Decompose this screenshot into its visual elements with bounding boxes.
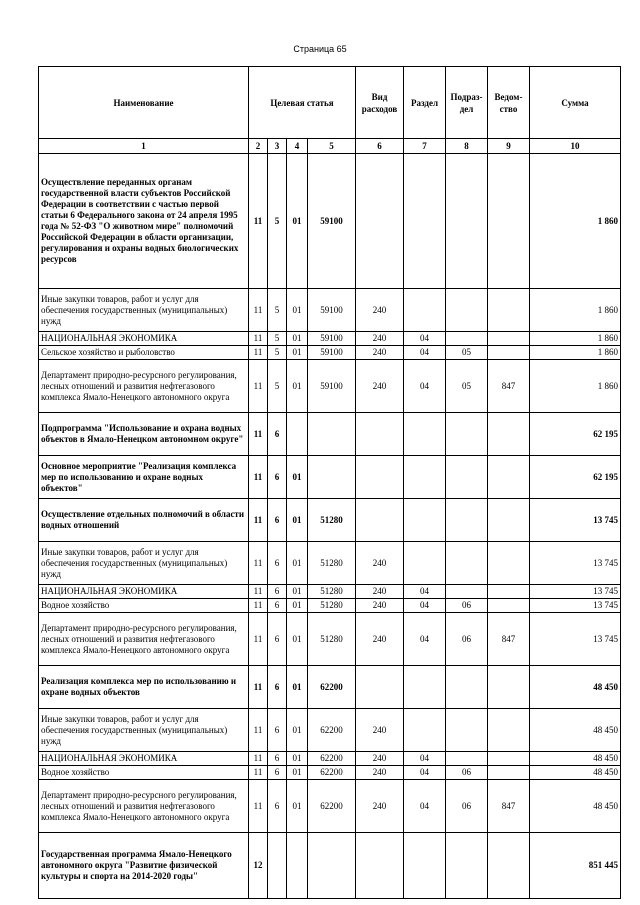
row-vid: 240: [356, 766, 404, 780]
row-code-subprogram: 6: [268, 752, 287, 766]
row-name: НАЦИОНАЛЬНАЯ ЭКОНОМИКА: [39, 585, 249, 599]
table-row: [39, 499, 621, 542]
row-name: Подпрограмма "Использование и охрана водных объектов в Ямало-Ненецком автономном округе": [39, 413, 249, 456]
row-sum: 48 450: [530, 752, 621, 766]
row-code-direction: 59100: [308, 346, 356, 360]
row-razdel: [404, 456, 446, 499]
row-razdel: 04: [404, 332, 446, 346]
row-code-event: 01: [287, 599, 308, 613]
row-name: Осуществление отдельных полномочий в области водных отношений: [39, 499, 249, 542]
row-podrazdel: 06: [446, 613, 488, 666]
col-header-name: Наименование: [39, 67, 249, 139]
row-vedomstvo: [488, 585, 530, 599]
header-row: [39, 67, 621, 139]
row-code-program: 11: [249, 585, 268, 599]
table-row: [39, 709, 621, 752]
row-sum: 48 450: [530, 709, 621, 752]
row-vid: 240: [356, 289, 404, 332]
row-vid: [356, 154, 404, 289]
row-vedomstvo: [488, 289, 530, 332]
row-name: Иные закупки товаров, работ и услуг для обеспечения государственных (муниципальных) нужд: [39, 542, 249, 585]
row-name: Осуществление переданных органам государственной власти субъектов Российской Федерации в соответствии с частью первой статьи 6 Федерального закона от 24 апреля 1995 года № 52-ФЗ "О животном мире" полномочий Российской Федерации в области организации, регулирования и охраны водных биологических ресурсов: [39, 154, 249, 289]
row-podrazdel: [446, 542, 488, 585]
table-row: [39, 613, 621, 666]
row-razdel: [404, 542, 446, 585]
table-row: [39, 456, 621, 499]
row-code-direction: 62200: [308, 709, 356, 752]
row-name: Реализация комплекса мер по использованию и охране водных объектов: [39, 666, 249, 709]
row-razdel: [404, 709, 446, 752]
row-razdel: [404, 666, 446, 709]
row-code-event: 01: [287, 289, 308, 332]
row-code-direction: 51280: [308, 613, 356, 666]
table-row: [39, 154, 621, 289]
row-razdel: [404, 499, 446, 542]
row-code-subprogram: 5: [268, 289, 287, 332]
row-razdel: 04: [404, 346, 446, 360]
row-code-event: 01: [287, 346, 308, 360]
row-podrazdel: 05: [446, 360, 488, 413]
row-code-direction: 51280: [308, 499, 356, 542]
table-row: [39, 360, 621, 413]
row-name: Основное мероприятие "Реализация комплекса мер по использованию и охране водных объектов": [39, 456, 249, 499]
row-vid: [356, 666, 404, 709]
table-row: [39, 833, 621, 899]
row-code-program: 11: [249, 289, 268, 332]
row-vedomstvo: [488, 542, 530, 585]
row-vedomstvo: [488, 709, 530, 752]
row-code-subprogram: 6: [268, 666, 287, 709]
row-code-direction: 59100: [308, 360, 356, 413]
row-podrazdel: 06: [446, 780, 488, 833]
row-podrazdel: [446, 833, 488, 899]
row-sum: 62 195: [530, 413, 621, 456]
row-razdel: 04: [404, 780, 446, 833]
row-code-program: 12: [249, 833, 268, 899]
row-code-event: 01: [287, 456, 308, 499]
row-vid: 240: [356, 613, 404, 666]
row-code-direction: [308, 833, 356, 899]
row-razdel: [404, 413, 446, 456]
row-vid: [356, 499, 404, 542]
row-vid: [356, 456, 404, 499]
col-number: 5: [308, 139, 356, 154]
col-header-summa: Сумма: [530, 67, 621, 139]
row-sum: 48 450: [530, 666, 621, 709]
row-code-event: 01: [287, 666, 308, 709]
row-razdel: 04: [404, 360, 446, 413]
row-code-subprogram: 6: [268, 585, 287, 599]
row-podrazdel: 06: [446, 766, 488, 780]
row-code-direction: 59100: [308, 332, 356, 346]
row-code-program: 11: [249, 780, 268, 833]
row-sum: 1 860: [530, 289, 621, 332]
row-code-subprogram: 5: [268, 332, 287, 346]
row-sum: 48 450: [530, 780, 621, 833]
row-podrazdel: [446, 413, 488, 456]
row-code-subprogram: 6: [268, 613, 287, 666]
col-header-podrazdel: Подраз-дел: [446, 67, 488, 139]
row-sum: 48 450: [530, 766, 621, 780]
col-header-vid: Вид расходов: [356, 67, 404, 139]
row-razdel: [404, 154, 446, 289]
row-vid: [356, 833, 404, 899]
row-code-event: 01: [287, 154, 308, 289]
row-code-event: 01: [287, 332, 308, 346]
row-vedomstvo: [488, 332, 530, 346]
row-vid: 240: [356, 585, 404, 599]
row-code-subprogram: 6: [268, 709, 287, 752]
col-header-target: Целевая статья: [249, 67, 356, 139]
row-vid: [356, 413, 404, 456]
row-vid: 240: [356, 780, 404, 833]
row-podrazdel: [446, 289, 488, 332]
budget-table: [38, 66, 621, 899]
row-name: Сельское хозяйство и рыболовство: [39, 346, 249, 360]
page-number-header: Страница 65: [293, 44, 347, 54]
row-code-direction: 51280: [308, 542, 356, 585]
row-code-program: 11: [249, 766, 268, 780]
row-code-event: [287, 413, 308, 456]
row-name: НАЦИОНАЛЬНАЯ ЭКОНОМИКА: [39, 332, 249, 346]
row-name: НАЦИОНАЛЬНАЯ ЭКОНОМИКА: [39, 752, 249, 766]
row-vedomstvo: [488, 752, 530, 766]
row-vedomstvo: 847: [488, 613, 530, 666]
col-number: 8: [446, 139, 488, 154]
col-number: 10: [530, 139, 621, 154]
row-vedomstvo: [488, 599, 530, 613]
col-header-razdel: Раздел: [404, 67, 446, 139]
row-sum: 13 745: [530, 542, 621, 585]
table-row: [39, 332, 621, 346]
row-name: Иные закупки товаров, работ и услуг для обеспечения государственных (муниципальных) нужд: [39, 289, 249, 332]
row-name: Департамент природно-ресурсного регулирования, лесных отношений и развития нефтегазового комплекса Ямало-Ненецкого автономного округа: [39, 613, 249, 666]
table-row: [39, 413, 621, 456]
table-row: [39, 289, 621, 332]
row-code-direction: 62200: [308, 780, 356, 833]
row-code-program: 11: [249, 752, 268, 766]
row-podrazdel: [446, 752, 488, 766]
row-razdel: [404, 833, 446, 899]
row-code-program: 11: [249, 360, 268, 413]
row-vedomstvo: [488, 499, 530, 542]
row-podrazdel: 05: [446, 346, 488, 360]
row-razdel: 04: [404, 766, 446, 780]
table-row: [39, 599, 621, 613]
row-code-direction: 62200: [308, 666, 356, 709]
row-code-program: 11: [249, 499, 268, 542]
row-vid: 240: [356, 752, 404, 766]
row-code-direction: 62200: [308, 752, 356, 766]
row-vid: 240: [356, 599, 404, 613]
row-code-direction: 51280: [308, 585, 356, 599]
row-code-program: 11: [249, 332, 268, 346]
row-sum: 13 745: [530, 499, 621, 542]
col-header-vedomstvo: Ведом-ство: [488, 67, 530, 139]
row-code-subprogram: 6: [268, 413, 287, 456]
table-row: [39, 780, 621, 833]
row-sum: 851 445: [530, 833, 621, 899]
row-vedomstvo: [488, 666, 530, 709]
row-name: Департамент природно-ресурсного регулирования, лесных отношений и развития нефтегазового комплекса Ямало-Ненецкого автономного округа: [39, 360, 249, 413]
table-row: [39, 542, 621, 585]
row-code-program: 11: [249, 154, 268, 289]
row-vid: 240: [356, 346, 404, 360]
row-code-program: 11: [249, 413, 268, 456]
row-vid: 240: [356, 360, 404, 413]
row-sum: 1 860: [530, 360, 621, 413]
row-vedomstvo: [488, 154, 530, 289]
row-code-direction: [308, 456, 356, 499]
row-vedomstvo: [488, 413, 530, 456]
row-vid: 240: [356, 332, 404, 346]
row-vedomstvo: 847: [488, 780, 530, 833]
row-code-event: 01: [287, 613, 308, 666]
row-code-subprogram: 5: [268, 154, 287, 289]
col-number: 9: [488, 139, 530, 154]
row-code-direction: 62200: [308, 766, 356, 780]
row-podrazdel: [446, 499, 488, 542]
row-name: Государственная программа Ямало-Ненецкого автономного округа "Развитие физической культуры и спорта на 2014-2020 годы": [39, 833, 249, 899]
row-code-event: [287, 833, 308, 899]
row-podrazdel: [446, 709, 488, 752]
row-sum: 1 860: [530, 154, 621, 289]
row-name: Водное хозяйство: [39, 599, 249, 613]
row-code-subprogram: 6: [268, 542, 287, 585]
row-code-program: 11: [249, 709, 268, 752]
row-sum: 1 860: [530, 332, 621, 346]
row-vedomstvo: [488, 833, 530, 899]
row-code-program: 11: [249, 456, 268, 499]
row-podrazdel: [446, 154, 488, 289]
row-code-event: 01: [287, 542, 308, 585]
row-vid: 240: [356, 542, 404, 585]
row-vedomstvo: [488, 766, 530, 780]
row-name: Водное хозяйство: [39, 766, 249, 780]
row-code-subprogram: 6: [268, 780, 287, 833]
row-code-direction: 51280: [308, 599, 356, 613]
row-code-direction: [308, 413, 356, 456]
row-code-event: 01: [287, 709, 308, 752]
row-razdel: 04: [404, 613, 446, 666]
row-code-direction: 59100: [308, 289, 356, 332]
row-code-subprogram: 5: [268, 346, 287, 360]
row-code-event: 01: [287, 585, 308, 599]
table-row: [39, 766, 621, 780]
row-vedomstvo: 847: [488, 360, 530, 413]
row-podrazdel: [446, 456, 488, 499]
row-razdel: [404, 289, 446, 332]
row-code-event: 01: [287, 499, 308, 542]
row-code-subprogram: 6: [268, 766, 287, 780]
col-number: 1: [39, 139, 249, 154]
row-sum: 1 860: [530, 346, 621, 360]
table-row: [39, 585, 621, 599]
row-razdel: 04: [404, 585, 446, 599]
row-vid: 240: [356, 709, 404, 752]
col-number: 3: [268, 139, 287, 154]
col-number: 2: [249, 139, 268, 154]
row-code-event: 01: [287, 780, 308, 833]
row-podrazdel: 06: [446, 599, 488, 613]
row-podrazdel: [446, 585, 488, 599]
row-code-event: 01: [287, 766, 308, 780]
row-vedomstvo: [488, 456, 530, 499]
row-sum: 13 745: [530, 585, 621, 599]
row-code-subprogram: 5: [268, 360, 287, 413]
row-code-program: 11: [249, 666, 268, 709]
row-code-program: 11: [249, 346, 268, 360]
row-code-event: 01: [287, 752, 308, 766]
row-sum: 62 195: [530, 456, 621, 499]
row-code-direction: 59100: [308, 154, 356, 289]
table-row: [39, 346, 621, 360]
row-code-subprogram: 6: [268, 499, 287, 542]
row-razdel: 04: [404, 752, 446, 766]
row-sum: 13 745: [530, 599, 621, 613]
row-code-subprogram: [268, 833, 287, 899]
row-razdel: 04: [404, 599, 446, 613]
row-code-subprogram: 6: [268, 456, 287, 499]
table-row: [39, 666, 621, 709]
row-name: Департамент природно-ресурсного регулирования, лесных отношений и развития нефтегазового комплекса Ямало-Ненецкого автономного округа: [39, 780, 249, 833]
col-number: 6: [356, 139, 404, 154]
row-code-event: 01: [287, 360, 308, 413]
row-code-subprogram: 6: [268, 599, 287, 613]
table-row: [39, 752, 621, 766]
row-podrazdel: [446, 332, 488, 346]
col-number: 7: [404, 139, 446, 154]
row-sum: 13 745: [530, 613, 621, 666]
col-number: 4: [287, 139, 308, 154]
row-name: Иные закупки товаров, работ и услуг для обеспечения государственных (муниципальных) нужд: [39, 709, 249, 752]
row-code-program: 11: [249, 599, 268, 613]
column-numbers-row: [39, 139, 621, 154]
row-code-program: 11: [249, 542, 268, 585]
row-podrazdel: [446, 666, 488, 709]
row-code-program: 11: [249, 613, 268, 666]
row-vedomstvo: [488, 346, 530, 360]
